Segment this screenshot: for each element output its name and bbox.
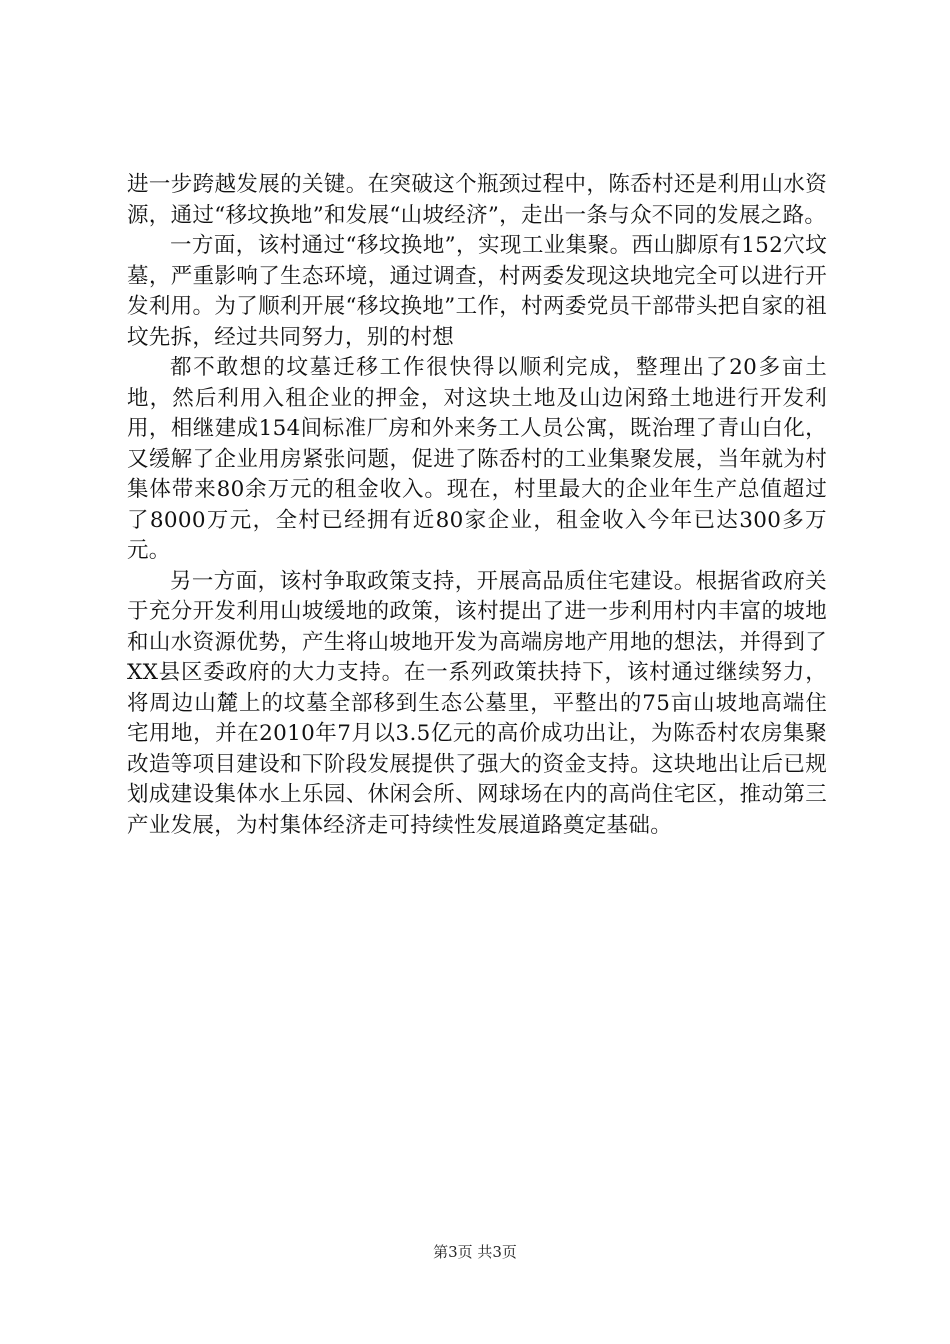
page-number-footer: 第3页 共3页 bbox=[433, 1243, 517, 1261]
document-body bbox=[127, 170, 827, 841]
paragraph-housing-development: 另一方面，该村争取政策支持，开展高品质住宅建设。根据省政府关于充分开发利用山坡缓地的政策，该村提出了进一步利用村内丰富的坡地和山水资源优势，产生将山坡地开发为高端房地产用地的想法，并得到了XX县区委政府的大力支持。在一系列政策扶持下，该村通过继续努力，将周边山麓上的坟墓全部移到生态公墓里，平整出的75亩山坡地高端住宅用地，并在2010年7月以3.5亿元的高价成功出让，为陈岙村农房集聚改造等项目建设和下阶段发展提供了强大的资金支持。这块地出让后已规划成建设集体水上乐园、休闲会所、网球场在内的高尚住宅区，推动第三产业发展，为村集体经济走可持续性发展道路奠定基础。 bbox=[127, 568, 827, 838]
paragraph-industrial-cluster: 都不敢想的坟墓迁移工作很快得以顺利完成，整理出了20多亩土地，然后利用入租企业的押金，对这块土地及山边闲臵土地进行开发利用，相继建成154间标准厂房和外来务工人员公寓，既治理了青山白化，又缓解了企业用房紧张问题，促进了陈岙村的工业集聚发展，当年就为村集体带来80余万元的租金收入。现在，村里最大的企业年生产总值超过了8000万元，全村已经拥有近80家企业，租金收入今年已达300多万元。 bbox=[127, 355, 827, 563]
paragraph-relocate-graves: 一方面，该村通过“移坟换地”，实现工业集聚。西山脚原有152穴坟墓，严重影响了生态环境，通过调查，村两委发现这块地完全可以进行开发利用。为了顺利开展“移坟换地”工作，村两委党员干部带头把自家的祖坟先拆，经过共同努力，别的村想 bbox=[127, 233, 827, 350]
paragraph-continuation: 进一步跨越发展的关键。在突破这个瓶颈过程中，陈岙村还是利用山水资源，通过“移坟换地”和发展“山坡经济”，走出一条与众不同的发展之路。 bbox=[127, 172, 827, 228]
